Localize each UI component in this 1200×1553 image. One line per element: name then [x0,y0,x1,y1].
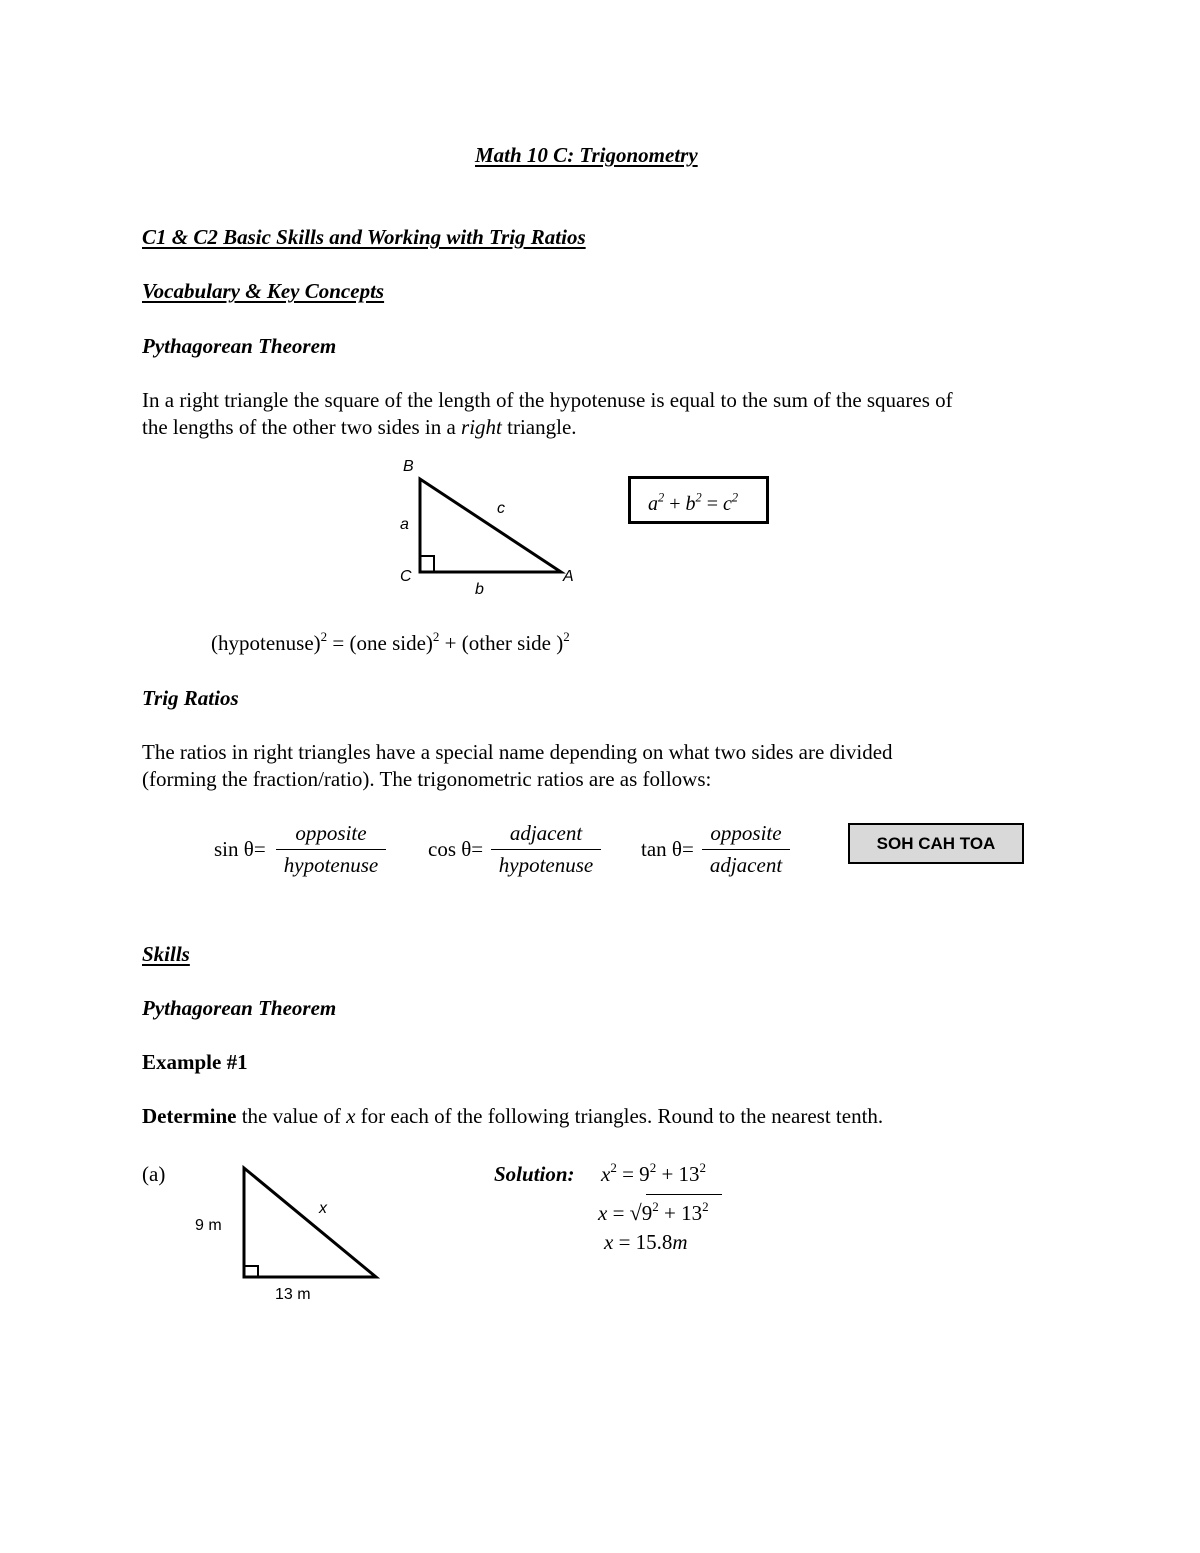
vertex-label-b: B [403,458,414,475]
sin-denominator: hypotenuse [283,853,379,877]
pythagorean-formula: $a^2 + b^2 = c^2$ [648,490,739,515]
trig-text-line2: (forming the fraction/ratio). The trigonometric ratios are as follows: [142,767,712,791]
cos-label: cos θ= [428,837,484,861]
sin-label: sin θ= [214,837,266,861]
trig-heading: Trig Ratios [142,686,239,710]
hypotenuse-word-formula: (hypotenuse)$^2$ = (one side)$^2$ + (other side )$^2$ [211,628,570,655]
skills-heading: Skills [142,942,190,966]
vertex-label-c: C [400,568,412,585]
tan-numerator: opposite [702,821,790,850]
side-label-13m: 13 m [275,1286,311,1303]
example-instructions: Determine the value of x for each of the following triangles. Round to the nearest tenth. [142,1104,884,1128]
vocab-heading: Vocabulary & Key Concepts [142,279,385,303]
side-label-b: b [475,581,484,598]
cos-denominator: hypotenuse [498,853,594,877]
skills-pythag-heading: Pythagorean Theorem [142,996,337,1020]
part-a-label: (a) [142,1162,166,1186]
triangle-abc [420,479,561,572]
triangle-example-a [244,1168,376,1277]
side-label-x: x [319,1200,327,1217]
side-label-9m: 9 m [195,1217,222,1234]
right-angle-marker [420,556,434,572]
solution-line-3: x = 15.8m [604,1230,688,1254]
pythag-text-line1: In a right triangle the square of the length of the hypotenuse is equal to the sum of the squares of [142,388,953,412]
tan-denominator: adjacent [709,853,783,877]
solution-label: Solution: [494,1162,575,1186]
solution-line-2: $x = √9^2 + 13^2$ [598,1198,709,1225]
tan-label: tan θ= [641,837,694,861]
sin-fraction [276,821,386,878]
side-label-c: c [497,500,505,517]
pythag-text-line2: the lengths of the other two sides in a right triangle. [142,415,577,439]
sqrt-vinculum [646,1194,722,1195]
page-title: Math 10 C: Trigonometry [475,143,698,167]
trig-text-line1: The ratios in right triangles have a special name depending on what two sides are divided [142,740,893,764]
example-heading: Example #1 [142,1050,248,1074]
right-angle-marker-2 [244,1266,258,1277]
cos-fraction [491,821,601,878]
section-heading: C1 & C2 Basic Skills and Working with Trig Ratios [142,225,586,249]
sin-numerator: opposite [276,821,386,850]
tan-fraction [702,821,790,878]
solution-line-1: $x^2 = 9^2 + 13^2$ [601,1159,707,1186]
pythag-heading: Pythagorean Theorem [142,334,337,358]
soh-cah-toa-box: SOH CAH TOA [848,823,1024,864]
cos-numerator: adjacent [491,821,601,850]
side-label-a: a [400,516,409,533]
vertex-label-a: A [563,568,574,585]
